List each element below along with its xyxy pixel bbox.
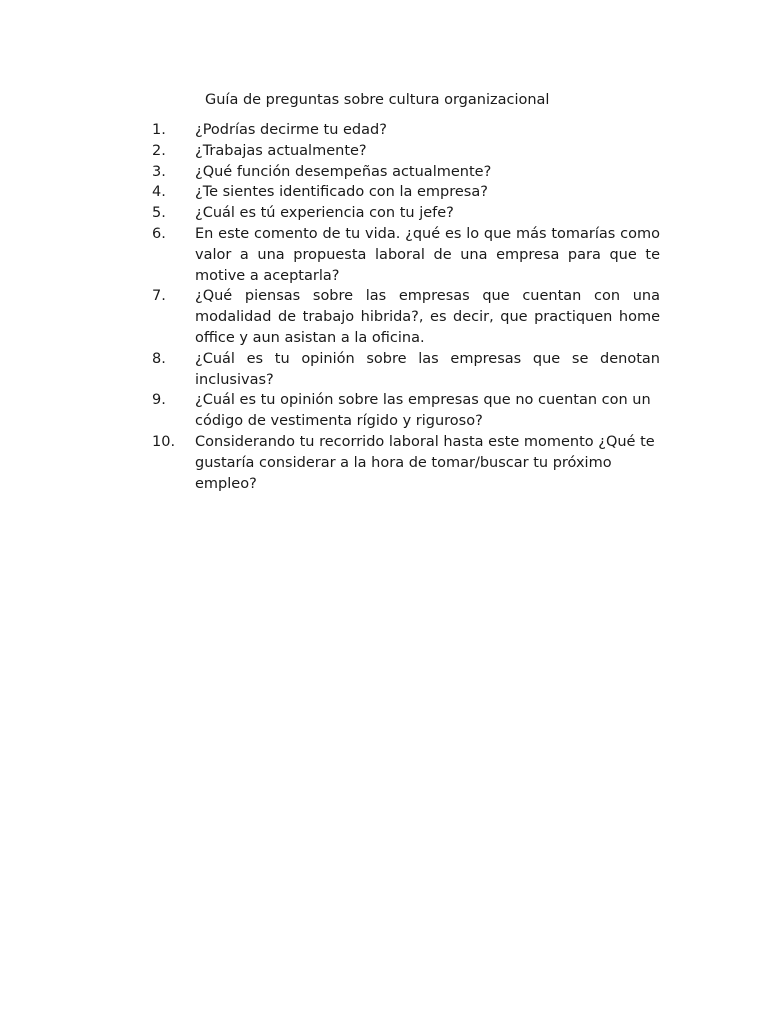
question-text: ¿Cuál es tu opinión sobre las empresas que se denotan inclusivas?: [195, 350, 660, 388]
question-text: ¿Qué función desempeñas actualmente?: [195, 163, 492, 180]
document-title: Guía de preguntas sobre cultura organizacional: [205, 92, 550, 108]
question-item-10: [152, 432, 660, 494]
question-number: 7.: [152, 288, 166, 305]
question-item-7: [152, 286, 660, 348]
question-number: 4.: [152, 184, 166, 201]
question-number: 9.: [152, 392, 166, 409]
question-text: ¿Qué piensas sobre las empresas que cuentan con una modalidad de trabajo hibrida?, es decir, que practiquen home office y aun asistan a la oficina.: [195, 288, 660, 346]
question-item-4: [152, 182, 660, 203]
question-number: 10.: [152, 433, 176, 450]
question-text: ¿Te sientes identificado con la empresa?: [195, 184, 488, 201]
question-text: En este comento de tu vida. ¿qué es lo que más tomarías como valor a una propuesta laboral de una empresa para que te motive a aceptarla?: [195, 225, 660, 284]
question-number: 6.: [152, 225, 166, 242]
question-text: ¿Podrías decirme tu edad?: [195, 122, 387, 138]
question-number: 5.: [152, 205, 166, 222]
question-list: [152, 120, 660, 494]
question-number: 8.: [152, 350, 166, 367]
question-item-9: [152, 390, 660, 432]
question-text: ¿Trabajas actualmente?: [195, 142, 367, 159]
question-item-2: [152, 141, 660, 162]
question-number: 2.: [152, 142, 166, 159]
question-text: ¿Cuál es tu opinión sobre las empresas que no cuentan con un código de vestimenta rígido y riguroso?: [195, 392, 651, 430]
question-item-6: [152, 224, 660, 286]
question-text: Considerando tu recorrido laboral hasta este momento ¿Qué te gustaría considerar a la hora de tomar/buscar tu próximo empleo?: [195, 433, 655, 492]
question-item-5: [152, 203, 660, 224]
question-number: 3.: [152, 163, 166, 180]
question-text: ¿Cuál es tú experiencia con tu jefe?: [195, 205, 454, 222]
question-item-8: [152, 349, 660, 391]
question-item-1: [152, 120, 660, 141]
question-item-3: [152, 162, 660, 183]
question-number: 1.: [152, 122, 166, 138]
